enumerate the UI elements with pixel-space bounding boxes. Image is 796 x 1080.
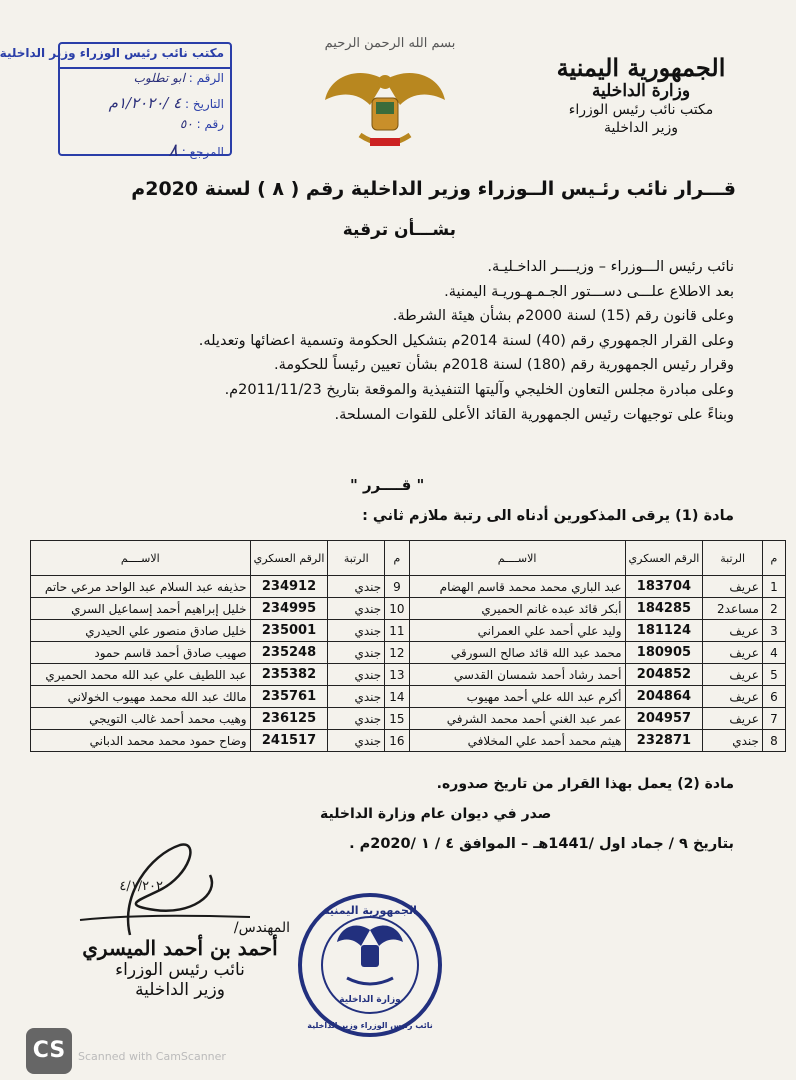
cell-name: وهيب محمد أحمد غالب التويجي xyxy=(31,708,251,730)
cell-name: أكرم عبد الله علي أحمد مهيوب xyxy=(409,686,625,708)
signatory-position-1: نائب رئيس الوزراء xyxy=(115,960,245,980)
cell-rank: عريف xyxy=(703,686,763,708)
preamble-line: وعلى القرار الجمهوري رقم (40) لسنة 2014م بتشكيل الحكومة وتسمية اعضائها وتعديله. xyxy=(198,332,734,349)
preamble-line: وعلى قانون رقم (15) لسنة 2000م بشأن هيئة الشرطة. xyxy=(392,308,734,325)
signatory-position-2: وزير الداخلية xyxy=(135,980,225,1000)
cell-m: 7 xyxy=(762,708,785,730)
cell-m: 6 xyxy=(762,686,785,708)
country-name: الجمهورية اليمنية xyxy=(556,53,726,82)
signatory-name: أحمد بن أحمد الميسري xyxy=(82,936,278,960)
preamble-line: وبناءً على توجيهات رئيس الجمهورية القائد الأعلى للقوات المسلحة. xyxy=(334,406,734,423)
table-row xyxy=(31,708,786,730)
signatory-block xyxy=(60,920,300,1000)
cell-rank: جندي xyxy=(328,708,385,730)
cell-military-number: 235001 xyxy=(250,620,328,642)
stamp-date-label: التاريخ xyxy=(192,97,224,111)
reference-stamp xyxy=(0,42,232,161)
camscanner-logo-icon: CS xyxy=(26,1028,72,1074)
cell-rank: جندي xyxy=(328,686,385,708)
cell-m: 12 xyxy=(385,642,409,664)
table-row xyxy=(31,620,786,642)
seal-text-inner: وزارة الداخلية xyxy=(339,995,401,1005)
cell-military-number: 204852 xyxy=(625,664,703,686)
table-row xyxy=(31,642,786,664)
cell-name: عبد الباري محمد محمد قاسم الهضام xyxy=(409,576,625,598)
issued-at: صدر في ديوان عام وزارة الداخلية xyxy=(320,806,552,822)
decree-subject: بشـــأن ترقية xyxy=(342,220,456,240)
letterhead xyxy=(556,55,726,137)
cell-name: صهيب صادق أحمد قاسم حمود xyxy=(31,642,251,664)
signature-date: ٤/١/٢٠٢٠ xyxy=(119,879,170,894)
cell-rank: جندي xyxy=(703,730,763,752)
cell-name: عمر عبد الغني أحمد محمد الشرفي xyxy=(409,708,625,730)
cell-rank: عريف xyxy=(703,664,763,686)
article-2: مادة (2) يعمل بهذا القرار من تاريخ صدوره. xyxy=(436,776,734,792)
cell-name: عبد اللطيف علي عبد الله محمد الحميري xyxy=(31,664,251,686)
office-subtitle: وزير الداخلية xyxy=(603,120,678,136)
camscanner-watermark-text: Scanned with CamScanner xyxy=(78,1050,226,1063)
cell-military-number: 234912 xyxy=(250,576,328,598)
cell-name: أبكر قائد عبده غانم الحميري xyxy=(409,598,625,620)
stamp-number-row: الرقم : ابو تطلوب xyxy=(133,71,224,85)
stamp-number-value: ابو تطلوب xyxy=(133,71,185,85)
cell-military-number: 241517 xyxy=(250,730,328,752)
cell-m: 8 xyxy=(762,730,785,752)
cell-rank: جندي xyxy=(328,576,385,598)
cell-military-number: 180905 xyxy=(625,642,703,664)
seal-text-bottom: نائب رئيس الوزراء وزير الداخلية xyxy=(307,1021,433,1030)
table-header-row xyxy=(31,541,786,576)
cell-m: 5 xyxy=(762,664,785,686)
cell-military-number: 204957 xyxy=(625,708,703,730)
seal-text-top: الجمهورية اليمنية xyxy=(323,904,417,917)
stamp-date-row: التاريخ : ٤ /١/٢٠٢٠م xyxy=(108,94,224,112)
col-header-name: الاســــم xyxy=(409,541,625,576)
cell-m: 16 xyxy=(385,730,409,752)
stamp-attach-row: رقم : ٥٠ xyxy=(179,117,224,131)
cell-m: 9 xyxy=(385,576,409,598)
stamp-attach-label: رقم xyxy=(204,117,224,131)
cell-military-number: 181124 xyxy=(625,620,703,642)
cell-rank: جندي xyxy=(328,598,385,620)
preamble-line: بعد الاطلاع علـــى دســـتور الجـمـهـوريـة اليمنية. xyxy=(444,283,734,300)
cell-name: مالك عبد الله محمد مهيوب الخولاني xyxy=(31,686,251,708)
stamp-office: مكتب نائب رئيس الوزراء وزير الداخلية xyxy=(60,44,230,69)
cell-military-number: 204864 xyxy=(625,686,703,708)
col-header-number: الرقم العسكري xyxy=(250,541,328,576)
cell-name: وضاح حمود محمد محمد الدباني xyxy=(31,730,251,752)
promotion-table xyxy=(30,540,786,752)
stamp-ref-label: المرجع xyxy=(189,145,224,159)
cell-military-number: 236125 xyxy=(250,708,328,730)
article-1: مادة (1) يرقى المذكورين أدناه الى رتبة ملازم ثاني : xyxy=(362,508,734,524)
issue-date: بتاريخ ٩ / جماد اول /1441هـ – الموافق ٤ / ١ /2020م . xyxy=(349,836,734,852)
cell-rank: جندي xyxy=(328,664,385,686)
cell-name: وليد علي أحمد علي العمراني xyxy=(409,620,625,642)
stamp-date-value: ٤ /١/٢٠٢٠م xyxy=(108,94,182,112)
cell-rank: عريف xyxy=(703,576,763,598)
cell-military-number: 183704 xyxy=(625,576,703,598)
cell-name: هيثم محمد أحمد علي المخلافي xyxy=(409,730,625,752)
cell-rank: عريف xyxy=(703,620,763,642)
cell-military-number: 235761 xyxy=(250,686,328,708)
cell-military-number: 232871 xyxy=(625,730,703,752)
preamble-line: وعلى مبادرة مجلس التعاون الخليجي وآليتها التنفيذية والموقعة بتاريخ 2011/11/23م. xyxy=(224,381,734,398)
stamp-number-label: الرقم xyxy=(196,71,224,85)
decree-title: قـــرار نائب رئـيس الــوزراء وزير الداخلية رقم ( ٨ ) لسنة 2020م xyxy=(131,178,736,200)
cell-name: محمد عبد الله قائد صالح السورقي xyxy=(409,642,625,664)
table-row xyxy=(31,686,786,708)
cell-military-number: 234995 xyxy=(250,598,328,620)
cell-name: أحمد رشاد أحمد شمسان القدسي xyxy=(409,664,625,686)
cell-m: 2 xyxy=(762,598,785,620)
cell-name: حذيفه عبد السلام عبد الواحد مرعي حاتم xyxy=(31,576,251,598)
table-row xyxy=(31,598,786,620)
cell-rank: جندي xyxy=(328,620,385,642)
cell-rank: عريف xyxy=(703,642,763,664)
stamp-attach-value: ٥٠ xyxy=(179,117,193,131)
cell-rank: عريف xyxy=(703,708,763,730)
col-header-rank: الرتبة xyxy=(328,541,385,576)
office-name: مكتب نائب رئيس الوزراء xyxy=(568,102,714,118)
cell-military-number: 235248 xyxy=(250,642,328,664)
cell-name: خليل إبراهيم أحمد إسماعيل السري xyxy=(31,598,251,620)
col-header-m: م xyxy=(762,541,785,576)
cell-rank: مساعد2 xyxy=(703,598,763,620)
table-body xyxy=(31,576,786,752)
cell-m: 10 xyxy=(385,598,409,620)
cell-m: 13 xyxy=(385,664,409,686)
table-row xyxy=(31,730,786,752)
cell-military-number: 184285 xyxy=(625,598,703,620)
cell-rank: جندي xyxy=(328,642,385,664)
stamp-ref-number: ٨ xyxy=(168,140,178,161)
signatory-title: المهندس/ xyxy=(233,920,290,936)
preamble-line: وقرار رئيس الجمهورية رقم (180) لسنة 2018م بشأن تعيين رئيساً للحكومة. xyxy=(274,357,734,374)
cell-m: 15 xyxy=(385,708,409,730)
table-row xyxy=(31,576,786,598)
cell-rank: جندي xyxy=(328,730,385,752)
stamp-ref-row: المرجع : ٨ xyxy=(168,140,224,161)
cell-m: 3 xyxy=(762,620,785,642)
col-header-rank: الرتبة xyxy=(703,541,763,576)
col-header-m: م xyxy=(385,541,409,576)
ministry-name: وزارة الداخلية xyxy=(591,81,691,101)
cell-name: خليل صادق منصور علي الحيدري xyxy=(31,620,251,642)
col-header-number: الرقم العسكري xyxy=(625,541,703,576)
official-seal-icon xyxy=(295,890,445,1040)
cell-m: 11 xyxy=(385,620,409,642)
cell-m: 14 xyxy=(385,686,409,708)
eagle-emblem-icon xyxy=(320,60,450,160)
cell-m: 4 xyxy=(762,642,785,664)
cell-military-number: 235382 xyxy=(250,664,328,686)
decision-heading: " قــــرر " xyxy=(350,476,425,494)
bismillah: بسم الله الرحمن الرحيم xyxy=(324,36,456,51)
preamble-line: نائب رئيس الـــوزراء – وزيــــر الداخـليـة. xyxy=(487,259,734,275)
col-header-name: الاســــم xyxy=(31,541,251,576)
cell-m: 1 xyxy=(762,576,785,598)
preamble xyxy=(64,255,734,427)
table-row xyxy=(31,664,786,686)
